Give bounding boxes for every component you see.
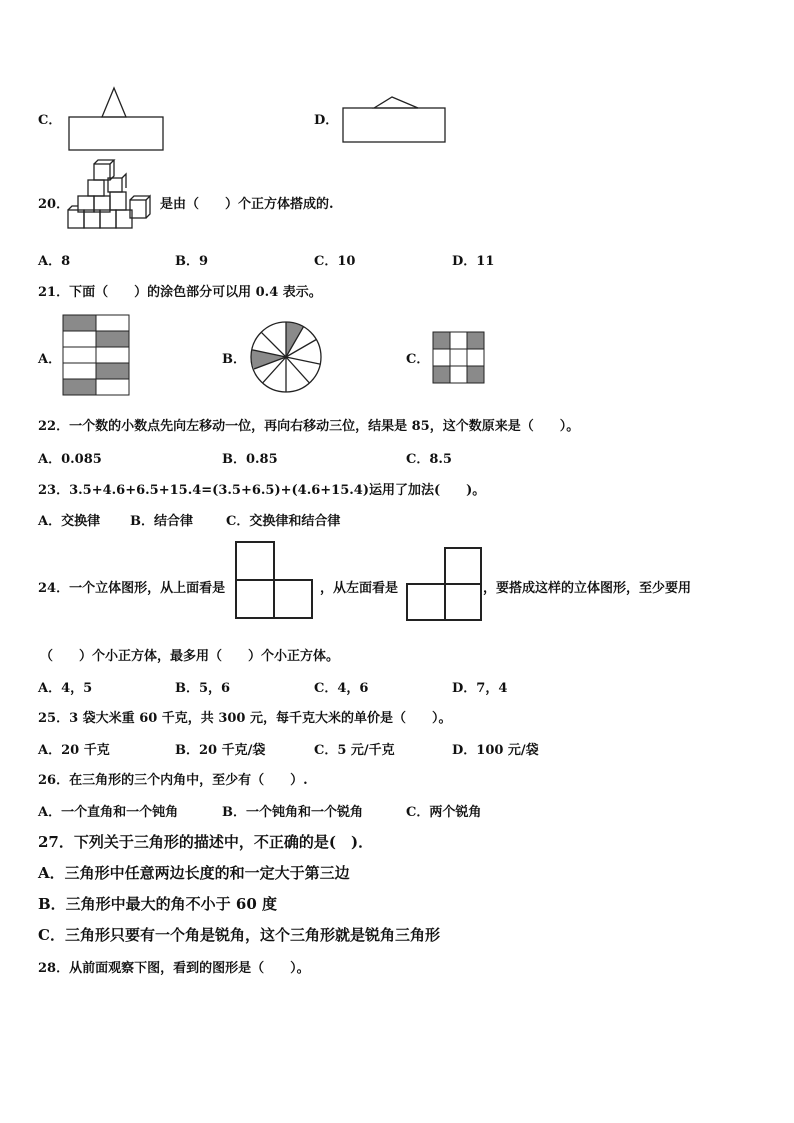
q24-question-part2: ，从左面看是 bbox=[320, 581, 399, 596]
q24-option-a[interactable]: A．4，5 bbox=[38, 681, 93, 696]
q25-option-d[interactable]: D．100 元/袋 bbox=[452, 743, 539, 758]
q27-option-c[interactable]: C．三角形只要有一个角是锐角，这个三角形就是锐角三角形 bbox=[38, 926, 440, 944]
q20-option-a[interactable]: A．8 bbox=[38, 254, 71, 269]
q21-question-stem: 21．下面（ ）的涂色部分可以用 0.4 表示。 bbox=[38, 285, 322, 300]
q23-option-c[interactable]: C．交换律和结合律 bbox=[226, 514, 341, 529]
q24-question-part1: 24．一个立体图形，从上面看是 bbox=[38, 581, 226, 596]
q26-option-a[interactable]: A．一个直角和一个钝角 bbox=[38, 805, 179, 820]
q22-option-a[interactable]: A．0.085 bbox=[38, 452, 102, 467]
q19-figure-d bbox=[340, 94, 450, 146]
q20-option-b[interactable]: B．9 bbox=[175, 254, 209, 269]
q24-option-d[interactable]: D．7，4 bbox=[452, 681, 508, 696]
q24-left-view-figure bbox=[405, 546, 487, 624]
q21-figure-b-circle bbox=[249, 320, 323, 394]
q22-option-c[interactable]: C．8.5 bbox=[406, 452, 452, 467]
q20-option-d[interactable]: D．11 bbox=[452, 254, 495, 269]
q25-option-a[interactable]: A．20 千克 bbox=[38, 743, 110, 758]
q21-option-b-label[interactable]: B． bbox=[222, 352, 246, 367]
q20-option-c[interactable]: C．10 bbox=[314, 254, 356, 269]
q24-top-view-figure bbox=[234, 540, 316, 622]
q19-figure-c bbox=[66, 84, 166, 154]
q26-question-stem: 26．在三角形的三个内角中，至少有（ ）. bbox=[38, 773, 308, 788]
q23-option-a[interactable]: A．交换律 bbox=[38, 514, 101, 529]
q27-question-stem: 27．下列关于三角形的描述中，不正确的是( )． bbox=[38, 833, 374, 851]
q22-question-stem: 22．一个数的小数点先向左移动一位，再向右移动三位，结果是 85，这个数原来是（ ）。 bbox=[38, 419, 580, 434]
q25-option-c[interactable]: C．5 元/千克 bbox=[314, 743, 395, 758]
q23-question-stem: 23．3.5+4.6+6.5+15.4=(3.5+6.5)+(4.6+15.4)运用了加法( )。 bbox=[38, 483, 486, 498]
q22-option-b[interactable]: B．0.85 bbox=[222, 452, 278, 467]
q19-option-d-label[interactable]: D． bbox=[314, 113, 339, 128]
q27-option-b[interactable]: B．三角形中最大的角不小于 60 度 bbox=[38, 895, 277, 913]
q23-option-b[interactable]: B．结合律 bbox=[130, 514, 193, 529]
q24-question-line2: （ ）个小正方体，最多用（ ）个小正方体。 bbox=[40, 649, 340, 664]
q25-option-b[interactable]: B．20 千克/袋 bbox=[175, 743, 266, 758]
q21-option-a-label[interactable]: A． bbox=[38, 352, 62, 367]
q21-figure-c-grid bbox=[432, 331, 486, 385]
q24-option-b[interactable]: B．5，6 bbox=[175, 681, 231, 696]
q20-question-text: 是由（ ）个正方体搭成的. bbox=[160, 197, 334, 212]
q21-option-c-label[interactable]: C． bbox=[406, 352, 430, 367]
q25-question-stem: 25．3 袋大米重 60 千克，共 300 元，每千克大米的单价是（ ）。 bbox=[38, 711, 452, 726]
q20-cube-figure bbox=[64, 160, 154, 235]
q26-option-b[interactable]: B．一个钝角和一个锐角 bbox=[222, 805, 363, 820]
q27-option-a[interactable]: A．三角形中任意两边长度的和一定大于第三边 bbox=[38, 864, 350, 882]
q19-option-c-label[interactable]: C． bbox=[38, 113, 62, 128]
q20-number: 20． bbox=[38, 197, 70, 212]
q21-figure-a-grid bbox=[62, 314, 130, 398]
q26-option-c[interactable]: C．两个锐角 bbox=[406, 805, 482, 820]
q28-question-stem: 28．从前面观察下图，看到的图形是（ ）。 bbox=[38, 961, 310, 976]
q24-option-c[interactable]: C．4，6 bbox=[314, 681, 369, 696]
q24-question-part3: ，要搭成这样的立体图形，至少要用 bbox=[483, 581, 692, 596]
